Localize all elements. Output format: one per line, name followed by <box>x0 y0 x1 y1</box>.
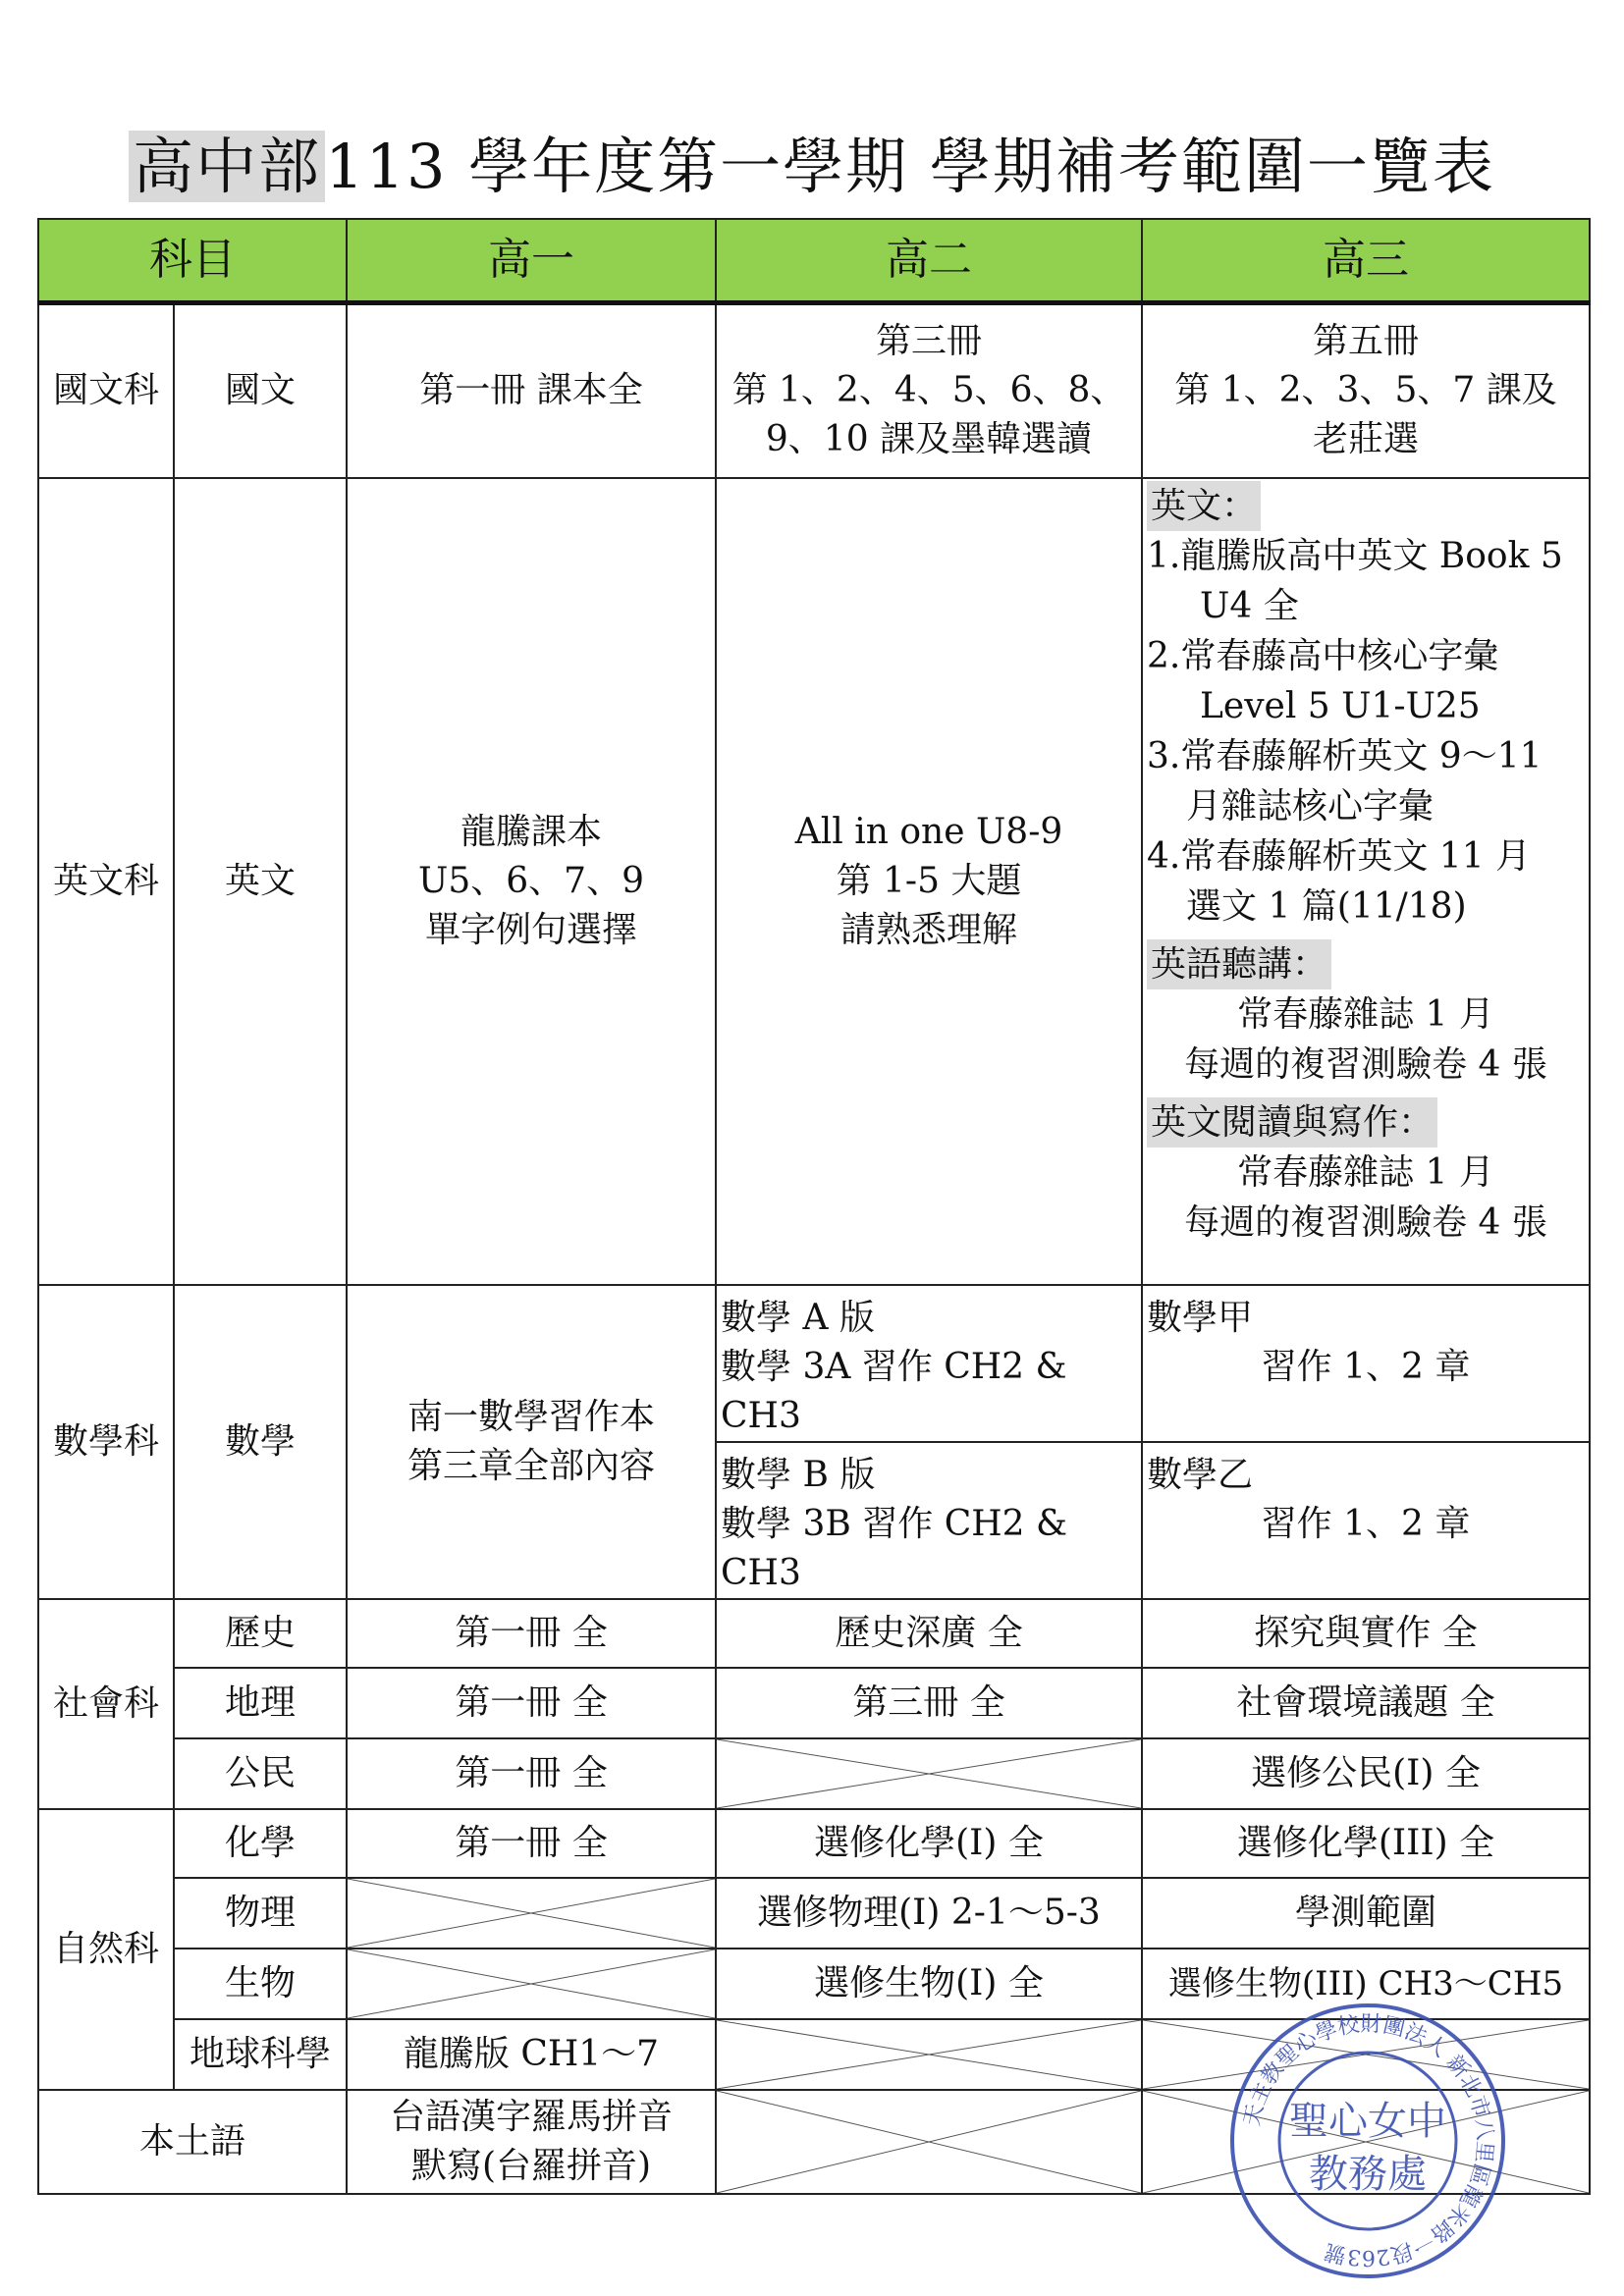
dept-social: 社會科 <box>38 1599 174 1809</box>
physics-g3: 學測範圍 <box>1142 1878 1590 1949</box>
seal-line2: 教務處 <box>1309 2152 1427 2197</box>
math-g3a <box>1142 1285 1590 1442</box>
native-g1-line: 默寫(台羅拼音) <box>410 2145 652 2186</box>
page-title <box>0 128 1624 206</box>
english-g3 <box>1142 478 1590 1285</box>
native-g2-empty <box>716 2090 1142 2194</box>
earth-science-g1: 龍騰版 CH1～7 <box>347 2019 716 2090</box>
seal-line1: 聖心女中 <box>1289 2099 1446 2144</box>
subject-geography: 地理 <box>174 1668 347 1738</box>
subject-native: 本土語 <box>38 2090 347 2194</box>
chemistry-g3: 選修化學(III) 全 <box>1142 1809 1590 1878</box>
math-g3a-line: 數學甲 <box>1147 1297 1254 1338</box>
math-g3b-line: 習作 1、2 章 <box>1261 1503 1471 1544</box>
english-rw-line: 常春藤雜誌 1 月 <box>1237 1151 1494 1193</box>
civics-g3: 選修公民(I) 全 <box>1142 1738 1590 1809</box>
english-rw-line: 每週的複習測驗卷 4 張 <box>1184 1201 1547 1243</box>
english-g3-item: 2.常春藤高中核心字彙 <box>1147 635 1499 676</box>
subject-chinese: 國文 <box>174 303 347 478</box>
dept-english: 英文科 <box>38 478 174 1285</box>
civics-g2-empty <box>716 1738 1142 1809</box>
header-g1: 高一 <box>347 219 716 303</box>
chinese-g2-line: 9、10 課及墨韓選讀 <box>765 419 1093 460</box>
english-g1-line: 龍騰課本 <box>460 811 602 852</box>
chinese-g3-line: 第五冊 <box>1312 321 1419 362</box>
english-g3-item-sub: 月雜誌核心字彙 <box>1186 785 1435 827</box>
english-g2-line: 第 1-5 大題 <box>836 860 1022 901</box>
math-g3b <box>1142 1442 1590 1599</box>
english-g1 <box>347 478 716 1285</box>
social-row <box>38 1668 1590 1738</box>
math-g2a-line: 數學 3A 習作 CH2 & CH3 <box>721 1346 1067 1436</box>
math-g2a-line: 數學 A 版 <box>721 1297 875 1338</box>
math-g1-line: 第三章全部內容 <box>406 1445 655 1486</box>
geography-g1: 第一冊 全 <box>347 1668 716 1738</box>
social-row <box>38 1738 1590 1809</box>
english-g2-line: 請熟悉理解 <box>839 909 1017 950</box>
earth-science-g2-empty <box>716 2019 1142 2090</box>
subject-math: 數學 <box>174 1285 347 1599</box>
geography-g3: 社會環境議題 全 <box>1142 1668 1590 1738</box>
science-row <box>38 1878 1590 1949</box>
dept-chinese: 國文科 <box>38 303 174 478</box>
dept-science: 自然科 <box>38 1809 174 2090</box>
english-g3-heading: 英文： <box>1147 481 1261 531</box>
chinese-g3-line: 老莊選 <box>1312 419 1419 460</box>
geography-g2: 第三冊 全 <box>716 1668 1142 1738</box>
english-g3-item-sub: U4 全 <box>1200 585 1299 626</box>
biology-g3: 選修生物(III) CH3～CH5 <box>1142 1949 1590 2019</box>
english-g1-line: 單字例句選擇 <box>424 909 637 950</box>
history-g2: 歷史深廣 全 <box>716 1599 1142 1668</box>
chinese-g3 <box>1142 303 1590 478</box>
title-rest: 113 學年度第一學期 學期補考範圍一覽表 <box>325 131 1495 202</box>
biology-g1-empty <box>347 1949 716 2019</box>
english-g3-item-sub: Level 5 U1-U25 <box>1200 685 1481 726</box>
civics-g1: 第一冊 全 <box>347 1738 716 1809</box>
header-g3: 高三 <box>1142 219 1590 303</box>
school-seal-stamp <box>1225 1999 1510 2283</box>
subject-civics: 公民 <box>174 1738 347 1809</box>
english-g3-item: 4.常春藤解析英文 11 月 <box>1147 835 1532 877</box>
subject-earth-science: 地球科學 <box>174 2019 347 2090</box>
english-listening-heading: 英語聽講： <box>1147 939 1331 989</box>
subject-physics: 物理 <box>174 1878 347 1949</box>
chinese-row <box>38 303 1590 478</box>
chinese-g1: 第一冊 課本全 <box>347 303 716 478</box>
math-g3b-line: 數學乙 <box>1147 1454 1254 1495</box>
native-g1-line: 台語漢字羅馬拼音 <box>389 2096 673 2137</box>
english-g3-item: 3.常春藤解析英文 9～11 <box>1147 735 1543 776</box>
subject-biology: 生物 <box>174 1949 347 2019</box>
english-g3-item: 1.龍騰版高中英文 Book 5 <box>1147 535 1563 576</box>
math-g1-line: 南一數學習作本 <box>406 1396 655 1437</box>
header-g2: 高二 <box>716 219 1142 303</box>
chinese-g2-line: 第三冊 <box>875 321 982 362</box>
science-row <box>38 1809 1590 1878</box>
history-g3: 探究與實作 全 <box>1142 1599 1590 1668</box>
physics-g1-empty <box>347 1878 716 1949</box>
english-g1-line: U5、6、7、9 <box>418 860 644 901</box>
chinese-g2 <box>716 303 1142 478</box>
english-g2-line: All in one U8-9 <box>794 811 1063 852</box>
native-g1 <box>347 2090 716 2194</box>
math-row-a <box>38 1285 1590 1442</box>
title-highlight: 高中部 <box>129 131 325 202</box>
english-row <box>38 478 1590 1285</box>
seal-outer-text: 天主教聖心學校財團法人 新北市八里區龍米路一段263號 <box>1239 2011 1497 2270</box>
math-g2b-line: 數學 3B 習作 CH2 & CH3 <box>721 1503 1068 1593</box>
math-g3a-line: 習作 1、2 章 <box>1261 1346 1471 1387</box>
subject-history: 歷史 <box>174 1599 347 1668</box>
subject-english: 英文 <box>174 478 347 1285</box>
english-g3-item-sub: 選文 1 篇(11/18) <box>1186 885 1467 927</box>
math-g1 <box>347 1285 716 1599</box>
english-g2 <box>716 478 1142 1285</box>
chinese-g2-line: 第 1、2、4、5、6、8、 <box>731 370 1126 411</box>
header-row <box>38 219 1590 303</box>
physics-g2: 選修物理(I) 2-1～5-3 <box>716 1878 1142 1949</box>
biology-g2: 選修生物(I) 全 <box>716 1949 1142 2019</box>
dept-math: 數學科 <box>38 1285 174 1599</box>
subject-chemistry: 化學 <box>174 1809 347 1878</box>
math-g2b <box>716 1442 1142 1599</box>
english-rw-heading: 英文閱讀與寫作： <box>1147 1097 1437 1148</box>
english-listening-line: 每週的複習測驗卷 4 張 <box>1184 1043 1547 1085</box>
english-listening-line: 常春藤雜誌 1 月 <box>1237 993 1494 1035</box>
chemistry-g2: 選修化學(I) 全 <box>716 1809 1142 1878</box>
math-g2b-line: 數學 B 版 <box>721 1454 876 1495</box>
chinese-g3-line: 第 1、2、3、5、7 課及 <box>1174 370 1557 411</box>
math-g2a <box>716 1285 1142 1442</box>
history-g1: 第一冊 全 <box>347 1599 716 1668</box>
exam-scope-table <box>37 218 1591 2195</box>
social-row <box>38 1599 1590 1668</box>
header-subject: 科目 <box>38 219 347 303</box>
chemistry-g1: 第一冊 全 <box>347 1809 716 1878</box>
